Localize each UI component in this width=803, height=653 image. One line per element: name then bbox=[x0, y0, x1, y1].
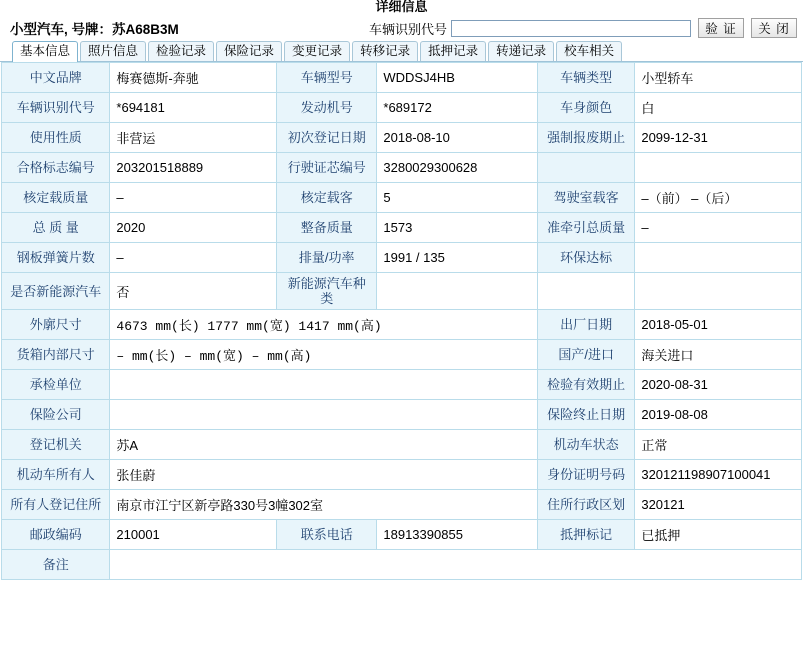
table-row bbox=[2, 213, 802, 243]
new-energy-value: 否 bbox=[110, 273, 277, 310]
tow-mass-value: – bbox=[635, 213, 802, 243]
scrap-deadline-value: 2099-12-31 bbox=[635, 123, 802, 153]
vin-search-input[interactable] bbox=[451, 20, 691, 37]
leaf-spring-value: – bbox=[110, 243, 277, 273]
table-row bbox=[2, 370, 802, 400]
new-energy-label: 是否新能源汽车 bbox=[2, 273, 110, 310]
body-color-label: 车身颜色 bbox=[537, 93, 634, 123]
table-row bbox=[2, 520, 802, 550]
owner-label: 机动车所有人 bbox=[2, 460, 110, 490]
vehicle-type-value: 小型轿车 bbox=[635, 63, 802, 93]
brand-value: 梅赛德斯-奔驰 bbox=[110, 63, 277, 93]
cert-no-value: 203201518889 bbox=[110, 153, 277, 183]
gross-mass-value: 2020 bbox=[110, 213, 277, 243]
plate-summary-label: 小型汽车, 号牌：苏A68B3M bbox=[10, 22, 179, 37]
id-number-value: 320121198907100041 bbox=[635, 460, 802, 490]
vin-search-label: 车辆识别代号 bbox=[368, 21, 447, 37]
window-title: 详细信息 bbox=[375, 0, 428, 14]
table-row bbox=[2, 63, 802, 93]
displacement-power-label: 排量/功率 bbox=[277, 243, 377, 273]
first-registration-label: 初次登记日期 bbox=[277, 123, 377, 153]
curb-mass-value: 1573 bbox=[377, 213, 538, 243]
postcode-value: 210001 bbox=[110, 520, 277, 550]
vin-value: *694181 bbox=[110, 93, 277, 123]
phone-value: 18913390855 bbox=[377, 520, 538, 550]
table-row bbox=[2, 183, 802, 213]
model-value: WDDSJ4HB bbox=[377, 63, 538, 93]
outline-size-label: 外廓尺寸 bbox=[2, 310, 110, 340]
tab-photo-info[interactable]: 照片信息 bbox=[80, 41, 146, 61]
use-nature-label: 使用性质 bbox=[2, 123, 110, 153]
remark-label: 备注 bbox=[2, 550, 110, 580]
table-row bbox=[2, 550, 802, 580]
vehicle-status-value: 正常 bbox=[635, 430, 802, 460]
scrap-deadline-label: 强制报废期止 bbox=[537, 123, 634, 153]
tab-bar bbox=[0, 40, 803, 62]
rated-passengers-label: 核定载客 bbox=[277, 183, 377, 213]
factory-date-value: 2018-05-01 bbox=[635, 310, 802, 340]
table-row bbox=[2, 430, 802, 460]
table-row bbox=[2, 243, 802, 273]
inspection-valid-label: 检验有效期止 bbox=[537, 370, 634, 400]
vehicle-type-label: 车辆类型 bbox=[537, 63, 634, 93]
table-row bbox=[2, 490, 802, 520]
vehicle-detail-table bbox=[1, 62, 802, 580]
remark-value bbox=[110, 550, 802, 580]
address-division-value: 320121 bbox=[635, 490, 802, 520]
id-number-label: 身份证明号码 bbox=[537, 460, 634, 490]
table-row bbox=[2, 400, 802, 430]
insurance-end-value: 2019-08-08 bbox=[635, 400, 802, 430]
model-label: 车辆型号 bbox=[277, 63, 377, 93]
inspection-valid-value: 2020-08-31 bbox=[635, 370, 802, 400]
displacement-power-value: 1991 / 135 bbox=[377, 243, 538, 273]
tab-school-bus[interactable]: 校车相关 bbox=[556, 41, 622, 61]
table-row bbox=[2, 273, 802, 310]
table-row bbox=[2, 93, 802, 123]
license-chip-label: 行驶证芯编号 bbox=[277, 153, 377, 183]
tab-delivery-records[interactable]: 转递记录 bbox=[488, 41, 554, 61]
first-registration-value: 2018-08-10 bbox=[377, 123, 538, 153]
empty-value-1 bbox=[635, 153, 802, 183]
origin-label: 国产/进口 bbox=[537, 340, 634, 370]
emission-standard-label: 环保达标 bbox=[537, 243, 634, 273]
cab-passengers-label: 驾驶室载客 bbox=[537, 183, 634, 213]
leaf-spring-label: 钢板弹簧片数 bbox=[2, 243, 110, 273]
body-color-value: 白 bbox=[635, 93, 802, 123]
tab-inspection-records[interactable]: 检验记录 bbox=[148, 41, 214, 61]
new-energy-type-value bbox=[377, 273, 538, 310]
mortgage-mark-value: 已抵押 bbox=[635, 520, 802, 550]
mortgage-mark-label: 抵押标记 bbox=[537, 520, 634, 550]
cert-no-label: 合格标志编号 bbox=[2, 153, 110, 183]
owner-value: 张佳蔚 bbox=[110, 460, 538, 490]
vehicle-status-label: 机动车状态 bbox=[537, 430, 634, 460]
registration-org-value: 苏A bbox=[110, 430, 538, 460]
tow-mass-label: 准牵引总质量 bbox=[537, 213, 634, 243]
tab-transfer-records[interactable]: 转移记录 bbox=[352, 41, 418, 61]
table-row bbox=[2, 310, 802, 340]
table-row bbox=[2, 123, 802, 153]
brand-label: 中文品牌 bbox=[2, 63, 110, 93]
factory-date-label: 出厂日期 bbox=[537, 310, 634, 340]
license-chip-value: 3280029300628 bbox=[377, 153, 538, 183]
emission-standard-value bbox=[635, 243, 802, 273]
inspection-org-label: 承检单位 bbox=[2, 370, 110, 400]
tab-change-records[interactable]: 变更记录 bbox=[284, 41, 350, 61]
vin-label: 车辆识别代号 bbox=[2, 93, 110, 123]
inspection-org-value bbox=[110, 370, 538, 400]
empty-cell-2 bbox=[537, 273, 634, 310]
table-row bbox=[2, 460, 802, 490]
tab-mortgage-records[interactable]: 抵押记录 bbox=[420, 41, 486, 61]
cargo-size-label: 货箱内部尺寸 bbox=[2, 340, 110, 370]
phone-label: 联系电话 bbox=[277, 520, 377, 550]
origin-value: 海关进口 bbox=[635, 340, 802, 370]
tab-basic-info[interactable]: 基本信息 bbox=[12, 41, 78, 62]
table-row bbox=[2, 153, 802, 183]
verify-button[interactable]: 验 证 bbox=[698, 18, 744, 38]
owner-address-label: 所有人登记住所 bbox=[2, 490, 110, 520]
rated-passengers-value: 5 bbox=[377, 183, 538, 213]
cab-passengers-value: –（前） –（后） bbox=[635, 183, 802, 213]
tab-insurance-records[interactable]: 保险记录 bbox=[216, 41, 282, 61]
registration-org-label: 登记机关 bbox=[2, 430, 110, 460]
outline-size-value: 4673 mm(长) 1777 mm(宽) 1417 mm(高) bbox=[110, 310, 538, 340]
address-division-label: 住所行政区划 bbox=[537, 490, 634, 520]
postcode-label: 邮政编码 bbox=[2, 520, 110, 550]
top-toolbar bbox=[0, 14, 803, 40]
insurance-company-label: 保险公司 bbox=[2, 400, 110, 430]
use-nature-value: 非营运 bbox=[110, 123, 277, 153]
empty-label-1 bbox=[537, 153, 634, 183]
table-row bbox=[2, 340, 802, 370]
close-button[interactable]: 关 闭 bbox=[751, 18, 797, 38]
engine-no-label: 发动机号 bbox=[277, 93, 377, 123]
cargo-size-value: – mm(长) – mm(宽) – mm(高) bbox=[110, 340, 538, 370]
empty-cell-3 bbox=[635, 273, 802, 310]
new-energy-type-label: 新能源汽车种类 bbox=[277, 273, 377, 310]
insurance-company-value bbox=[110, 400, 538, 430]
insurance-end-label: 保险终止日期 bbox=[537, 400, 634, 430]
gross-mass-label: 总 质 量 bbox=[2, 213, 110, 243]
curb-mass-label: 整备质量 bbox=[277, 213, 377, 243]
owner-address-value: 南京市江宁区新亭路330号3幢302室 bbox=[110, 490, 538, 520]
rated-load-label: 核定载质量 bbox=[2, 183, 110, 213]
rated-load-value: – bbox=[110, 183, 277, 213]
engine-no-value: *689172 bbox=[377, 93, 538, 123]
